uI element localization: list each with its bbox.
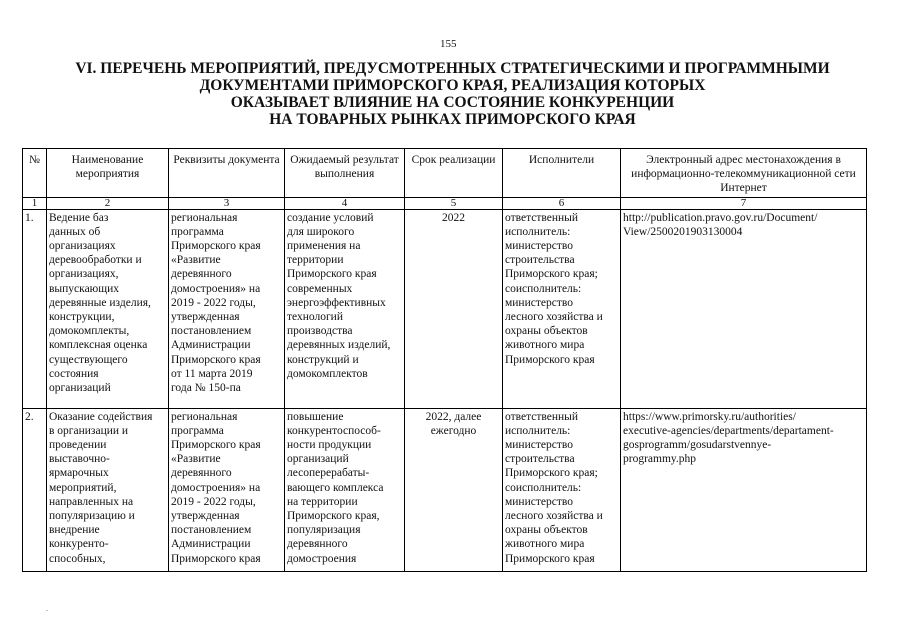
expected-result [285, 408, 405, 571]
internet-address-line: gosprogramm/gosudarstvennye- [623, 439, 772, 452]
document-details-line: региональная [171, 410, 238, 423]
expected-result-line: на территории [287, 495, 358, 508]
expected-result-line: домостроения [287, 552, 357, 565]
executors-line: охраны объектов [505, 524, 588, 537]
measure-name [47, 408, 169, 571]
executors-line: исполнитель: [505, 225, 571, 238]
page-number: 155 [440, 38, 457, 50]
measure-name-line: внедрение [49, 524, 100, 537]
expected-result-line: применения на [287, 240, 361, 253]
executors-line: Приморского края [505, 552, 595, 565]
measure-name-line: ярмарочных [49, 467, 109, 480]
scan-mark: . [46, 604, 48, 613]
measure-name-line: направленных на [49, 495, 134, 508]
measure-name-line: в организации и [49, 424, 129, 437]
executors-line: ответственный [505, 211, 579, 224]
expected-result-line: вающего комплекса [287, 481, 384, 494]
executors-line: соисполнитель: [505, 282, 582, 295]
expected-result-line: для широкого [287, 225, 355, 238]
internet-address-line: executive-agencies/departments/departament- [623, 424, 834, 437]
row-number: 2. [23, 408, 47, 571]
executors-line: ответственный [505, 410, 579, 423]
internet-address-line: https://www.primorsky.ru/authorities/ [623, 410, 796, 423]
expected-result-line: организаций [287, 453, 349, 466]
title-line: VI. ПЕРЕЧЕНЬ МЕРОПРИЯТИЙ, ПРЕДУСМОТРЕННЫХ СТРАТЕГИЧЕСКИМИ И ПРОГРАММНЫМИ [75, 60, 830, 77]
executors-line: строительства [505, 453, 575, 466]
document-details [169, 209, 285, 408]
column-number-row [23, 197, 867, 209]
expected-result-line: популяризация [287, 524, 361, 537]
document-details-line: года № 150-па [171, 382, 241, 395]
internet-address-line: http://publication.pravo.gov.ru/Document/ [623, 211, 818, 224]
executors-line: лесного хозяйства и [505, 510, 603, 523]
implementation-term: 2022, далее ежегодно [405, 408, 503, 571]
measure-name-line: организациях, [49, 268, 119, 281]
internet-address-line: programmy.php [623, 453, 697, 466]
implementation-term: 2022 [405, 209, 503, 408]
header-document: Реквизиты документа [169, 149, 285, 198]
measure-name-line: мероприятий, [49, 481, 117, 494]
document-details-line: программа [171, 225, 224, 238]
measure-name-line: конкуренто- [49, 538, 109, 551]
measure-name-line: популяризацию и [49, 510, 135, 523]
document-details-line: Приморского края [171, 439, 261, 452]
internet-address [621, 209, 867, 408]
document-details-line: домостроения» на [171, 282, 261, 295]
row-number: 1. [23, 209, 47, 408]
executors-line: исполнитель: [505, 424, 571, 437]
document-details-line: деревянного [171, 467, 232, 480]
measure-name-line: Оказание содействия [49, 410, 153, 423]
document-details-line: от 11 марта 2019 [171, 367, 253, 380]
executors-line: министерство [505, 495, 573, 508]
expected-result-line: ности продукции [287, 439, 372, 452]
column-number: 1 [23, 197, 47, 209]
document-details-line: 2019 - 2022 годы, [171, 296, 256, 309]
measure-name-line: проведении [49, 439, 107, 452]
header-row [23, 149, 867, 198]
column-number: 6 [503, 197, 621, 209]
executors-line: животного мира [505, 339, 585, 352]
expected-result-line: современных [287, 282, 353, 295]
expected-result-line: конструкций и [287, 353, 359, 366]
executors-line: Приморского края [505, 353, 595, 366]
document-details-line: «Развитие [171, 453, 221, 466]
expected-result-line: лесоперерабаты- [287, 467, 370, 480]
executors [503, 408, 621, 571]
measure-name-line: Ведение баз [49, 211, 109, 224]
document-details-line: утвержденная [171, 510, 240, 523]
document-details-line: Администрации [171, 538, 251, 551]
measure-name-line: данных об [49, 225, 101, 238]
document-details-line: «Развитие [171, 254, 221, 267]
document-details-line: Приморского края [171, 353, 261, 366]
expected-result-line: территории [287, 254, 344, 267]
title-line: НА ТОВАРНЫХ РЫНКАХ ПРИМОРСКОГО КРАЯ [269, 111, 636, 128]
expected-result-line: деревянного [287, 538, 348, 551]
expected-result-line: энергоэффективных [287, 296, 386, 309]
expected-result-line: создание условий [287, 211, 374, 224]
expected-result [285, 209, 405, 408]
column-number: 3 [169, 197, 285, 209]
measure-name-line: состояния [49, 367, 99, 380]
measure-name-line: способных, [49, 552, 106, 565]
document-details-line: деревянного [171, 268, 232, 281]
expected-result-line: производства [287, 325, 353, 338]
executors-line: Приморского края; [505, 268, 598, 281]
column-number: 7 [621, 197, 867, 209]
executors-line: министерство [505, 240, 573, 253]
expected-result-line: деревянных изделий, [287, 339, 391, 352]
measure-name-line: организаций [49, 382, 111, 395]
header-url: Электронный адрес местонахождения в информационно-телекоммуникационной сети Интернет [621, 149, 867, 198]
document-details-line: Приморского края [171, 240, 261, 253]
executors-line: министерство [505, 439, 573, 452]
expected-result-line: повышение [287, 410, 344, 423]
column-number: 5 [405, 197, 503, 209]
expected-result-line: технологий [287, 311, 343, 324]
internet-address [621, 408, 867, 571]
expected-result-line: конкурентоспособ- [287, 424, 381, 437]
header-term: Срок реализации [405, 149, 503, 198]
executors [503, 209, 621, 408]
title-line: ДОКУМЕНТАМИ ПРИМОРСКОГО КРАЯ, РЕАЛИЗАЦИЯ КОТОРЫХ [199, 77, 706, 94]
executors-line: строительства [505, 254, 575, 267]
column-number: 4 [285, 197, 405, 209]
internet-address-line: View/2500201903130004 [623, 225, 743, 238]
measure-name [47, 209, 169, 408]
measure-name-line: существующего [49, 353, 128, 366]
measure-name-line: комплексная оценка [49, 339, 148, 352]
document-details-line: 2019 - 2022 годы, [171, 495, 256, 508]
expected-result-line: Приморского края, [287, 510, 380, 523]
expected-result-line: Приморского края [287, 268, 377, 281]
measure-name-line: домокомплекты, [49, 325, 130, 338]
executors-line: охраны объектов [505, 325, 588, 338]
document-details-line: домостроения» на [171, 481, 261, 494]
document-details-line: Приморского края [171, 552, 261, 565]
expected-result-line: домокомплектов [287, 367, 368, 380]
table-row [23, 408, 867, 571]
header-executors: Исполнители [503, 149, 621, 198]
executors-line: лесного хозяйства и [505, 311, 603, 324]
executors-line: животного мира [505, 538, 585, 551]
executors-line: Приморского края; [505, 467, 598, 480]
document-details-line: программа [171, 424, 224, 437]
measure-name-line: организациях [49, 240, 116, 253]
table-row [23, 209, 867, 408]
measure-name-line: деревянные изделия, [49, 296, 151, 309]
document-details-line: региональная [171, 211, 238, 224]
executors-line: министерство [505, 296, 573, 309]
measure-name-line: конструкции, [49, 311, 115, 324]
document-details-line: постановлением [171, 325, 252, 338]
measure-name-line: деревообработки и [49, 254, 142, 267]
column-number: 2 [47, 197, 169, 209]
title-line: ОКАЗЫВАЕТ ВЛИЯНИЕ НА СОСТОЯНИЕ КОНКУРЕНЦИИ [230, 94, 675, 111]
document-details [169, 408, 285, 571]
document-details-line: Администрации [171, 339, 251, 352]
header-result: Ожидаемый результат выполнения [285, 149, 405, 198]
executors-line: соисполнитель: [505, 481, 582, 494]
document-details-line: утвержденная [171, 311, 240, 324]
measures-table [22, 148, 867, 572]
document-title [20, 60, 885, 128]
document-details-line: постановлением [171, 524, 252, 537]
measure-name-line: выставочно- [49, 453, 110, 466]
header-num: № [23, 149, 47, 198]
header-name: Наименование мероприятия [47, 149, 169, 198]
measure-name-line: выпускающих [49, 282, 120, 295]
